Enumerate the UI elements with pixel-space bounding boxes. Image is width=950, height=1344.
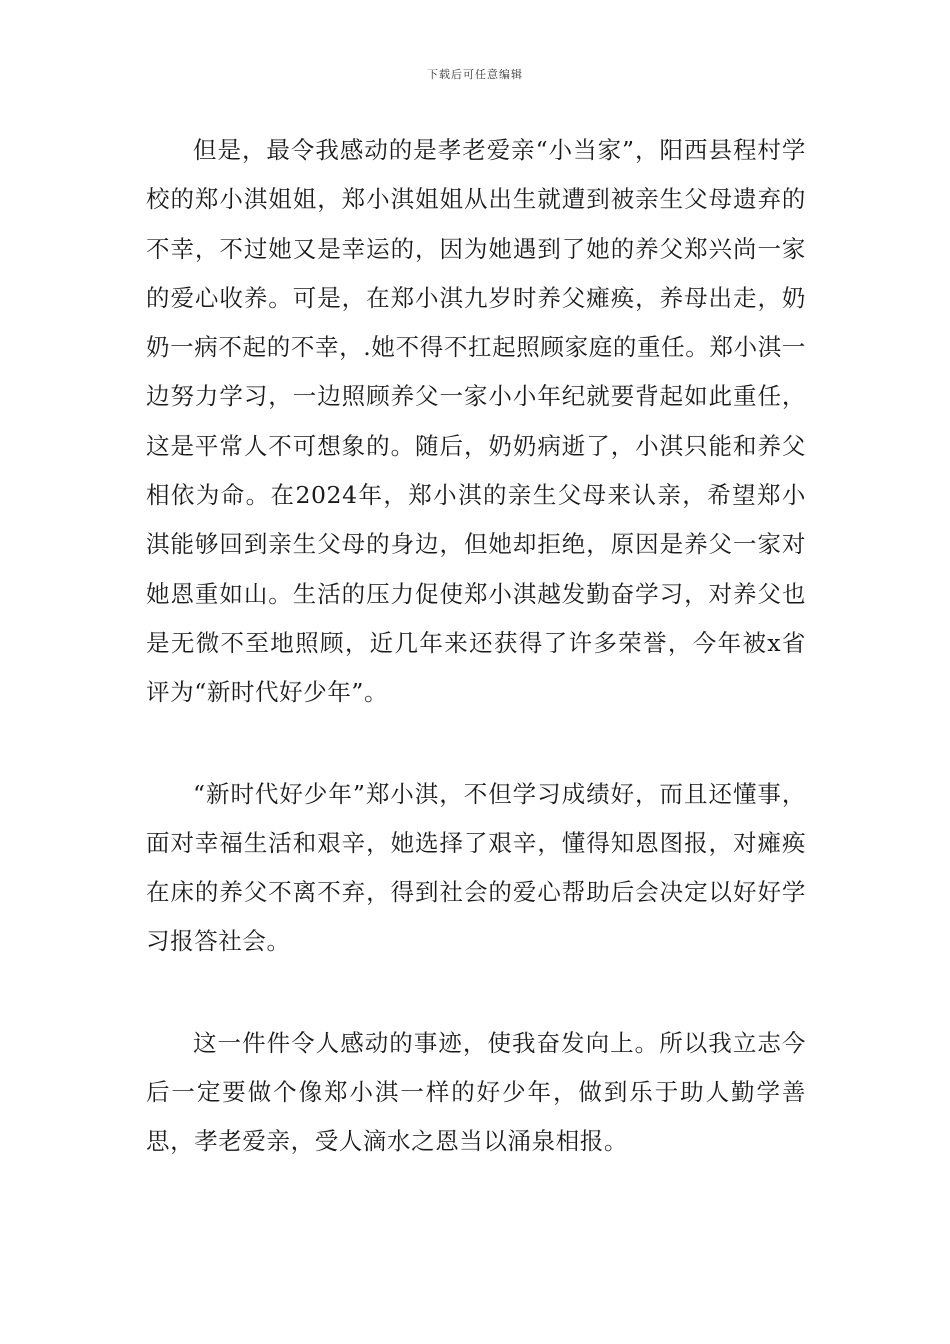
paragraph-2: “新时代好少年”郑小淇，不但学习成绩好，而且还懂事，面对幸福生活和艰辛，她选择了艰辛，懂得知恩图报，对瘫痪在床的养父不离不弃，得到社会的爱心帮助后会决定以好好学习报答社会。 (146, 779, 806, 956)
document-body (146, 126, 806, 1167)
paragraph-1: 但是，最令我感动的是孝老爱亲“小当家”，阳西县程村学校的郑小淇姐姐，郑小淇姐姐从出生就遭到被亲生父母遗弃的不幸，不过她又是幸运的，因为她遇到了她的养父郑兴尚一家的爱心收养。可是，在郑小淇九岁时养父瘫痪，养母出走，奶奶一病不起的不幸，.她不得不扛起照顾家庭的重任。郑小淇一边努力学习，一边照顾养父一家小小年纪就要背起如此重任，这是平常人不可想象的。随后，奶奶病逝了，小淇只能和养父相依为命。在2024年，郑小淇的亲生父母来认亲，希望郑小淇能够回到亲生父母的身边，但她却拒绝，原因是养父一家对她恩重如山。生活的压力促使郑小淇越发勤奋学习，对养父也是无微不至地照顾，近几年来还获得了许多荣誉，今年被x省评为“新时代好少年”。 (146, 136, 806, 707)
page-header-note: 下载后可任意编辑 (427, 68, 523, 81)
paragraph-3: 这一件件令人感动的事迹，使我奋发向上。所以我立志今后一定要做个像郑小淇一样的好少年，做到乐于助人勤学善思，孝老爱亲，受人滴水之恩当以涌泉相报。 (146, 1028, 806, 1156)
